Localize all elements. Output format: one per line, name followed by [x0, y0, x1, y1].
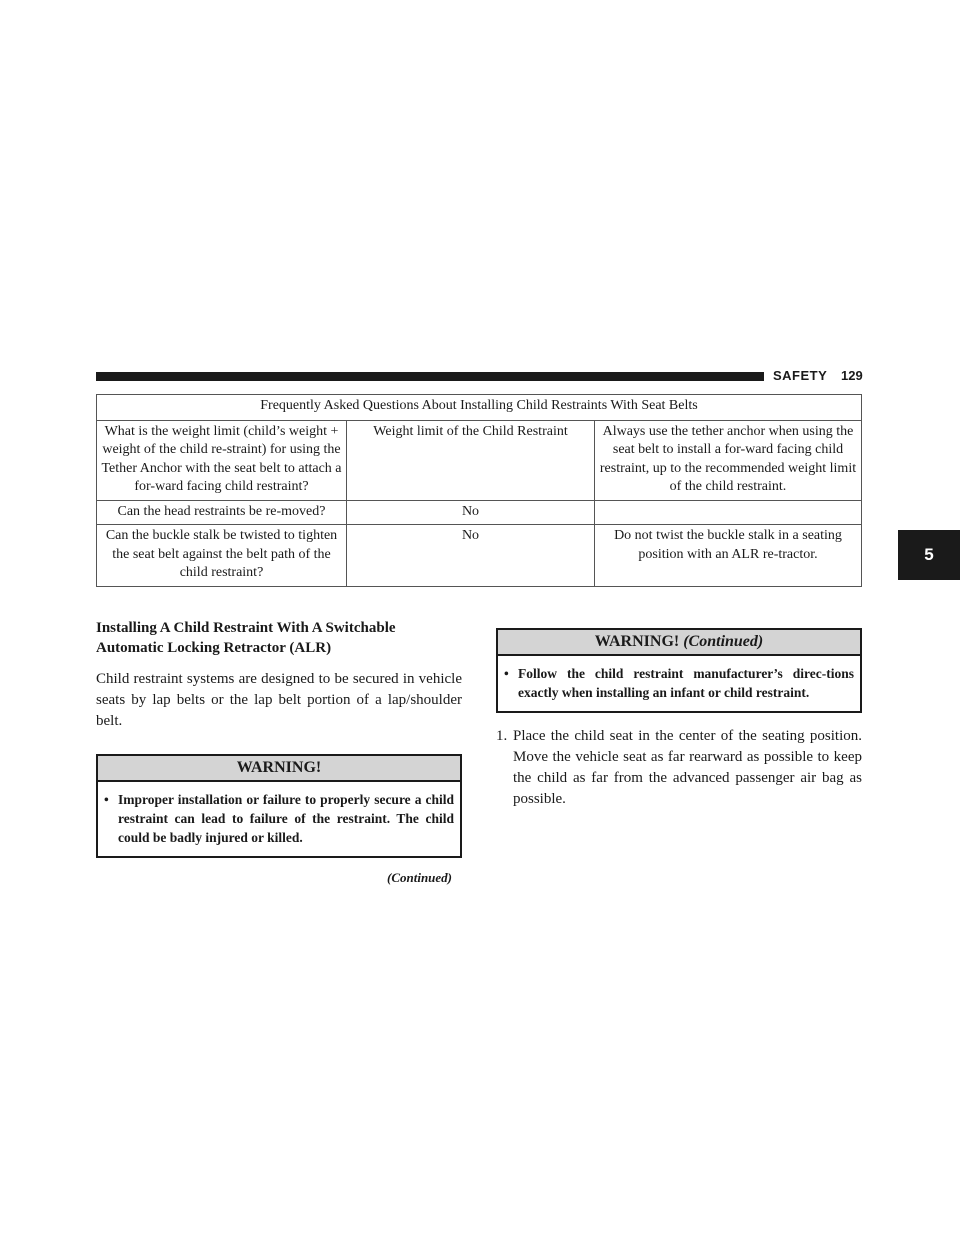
section-heading: Installing A Child Restraint With A Switchable Automatic Locking Retractor (ALR) [96, 620, 396, 656]
warning-body [498, 656, 860, 711]
bullet-icon: • [104, 792, 109, 807]
table-row [97, 420, 862, 500]
warning-text: Follow the child restraint manufacturer’s direc-tions exactly when installing an infant or child restraint. [518, 666, 854, 700]
step-number: 1. [496, 728, 508, 744]
faq-question: What is the weight limit (child’s weight + weight of the child re-straint) for using the Tether Anchor with the seat belt to attach a for-ward facing child restraint? [97, 420, 347, 500]
warning-title [498, 630, 860, 656]
left-column [96, 618, 462, 886]
faq-answer: No [347, 500, 595, 525]
warning-title-text: WARNING! [594, 633, 680, 650]
right-column [496, 628, 862, 810]
warning-body [98, 782, 460, 856]
warning-title: WARNING! [98, 756, 460, 782]
table-row [97, 500, 862, 525]
continued-note: (Continued) [386, 870, 452, 885]
faq-question: Can the head restraints be re-moved? [97, 500, 347, 525]
section-name: SAFETY [773, 368, 828, 383]
faq-answer: No [347, 525, 595, 587]
warning-title-suffix: (Continued) [683, 633, 764, 650]
chapter-tab: 5 [898, 530, 960, 580]
step-text: Place the child seat in the center of the seating position. Move the vehicle seat as far rearward as possible to keep the child as far from the advanced passenger air bag as possible. [513, 728, 862, 807]
faq-answer: Weight limit of the Child Restraint [347, 420, 595, 500]
header-rule [96, 372, 764, 381]
step-item [496, 726, 862, 810]
intro-paragraph: Child restraint systems are designed to be secured in vehicle seats by lap belts or the lap belt portion of a lap/shoulder belt. [96, 671, 462, 729]
table-row [97, 525, 862, 587]
faq-note: Do not twist the buckle stalk in a seating position with an ALR re-tractor. [595, 525, 862, 587]
page-number: 129 [841, 368, 863, 383]
faq-table [96, 394, 862, 587]
warning-box [96, 754, 462, 858]
faq-note: Always use the tether anchor when using the seat belt to install a for-ward facing child restraint, up to the recommended weight limit of the child restraint. [595, 420, 862, 500]
faq-question: Can the buckle stalk be twisted to tighten the seat belt against the belt path of the child restraint? [97, 525, 347, 587]
warning-box-continued [496, 628, 862, 713]
faq-note [595, 500, 862, 525]
warning-text: Improper installation or failure to properly secure a child restraint can lead to failure of the restraint. The child could be badly injured or killed. [118, 792, 454, 845]
bullet-icon: • [504, 666, 509, 681]
faq-title-row [97, 395, 862, 421]
faq-title: Frequently Asked Questions About Installing Child Restraints With Seat Belts [97, 395, 862, 421]
